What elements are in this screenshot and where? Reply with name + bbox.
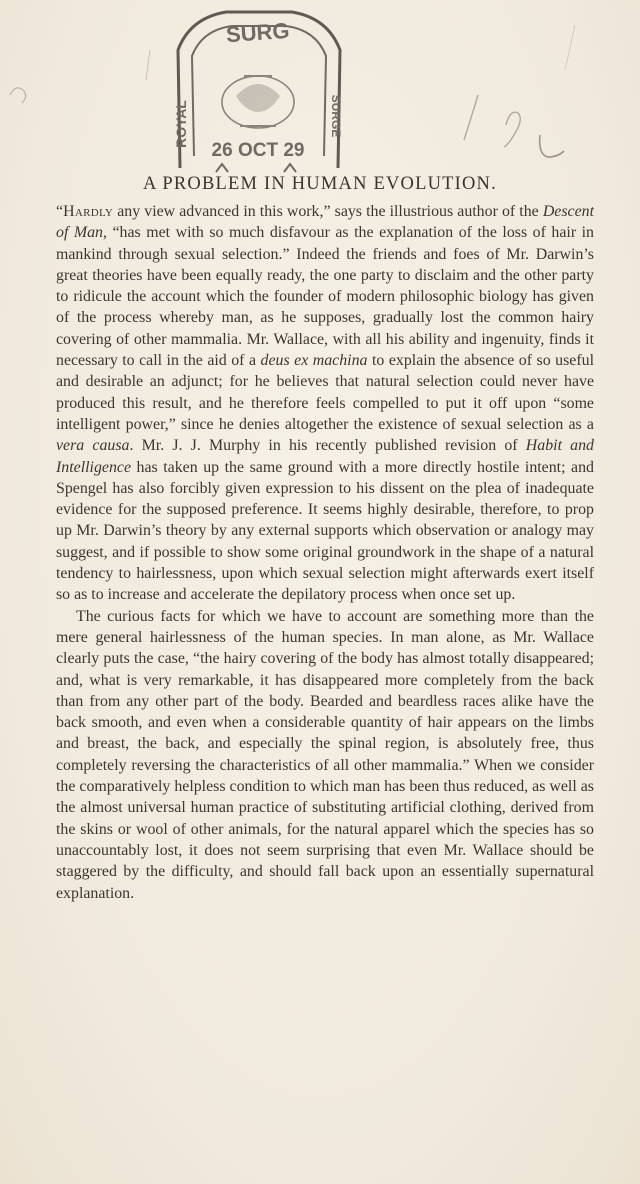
text-segment: . Mr. J. J. Murphy in his recently published revision of [129, 437, 526, 455]
paragraph-1 [56, 201, 594, 606]
text-segment: The curious facts for which we have to account are something more than the mere general hairlessness of the human species. In man alone, as Mr. Wallace clearly puts the case, “the hairy covering of the body has almost totally disappeared; and, what is very remarkable, it has disappeared more completely from the back than from any other part of the body. Bearded and beardless races alike have the back smooth, and even when a considerable quantity of hair appears on the limbs and breast, the back, and especially the spinal region, is absolutely free, thus completely reversing the characteristics of all other mammalia.” When we consider the comparatively helpless condition to which man has been thus reduced, as well as the almost universal human practice of substituting artificial clothing, derived from the skins or wool of other animals, for the natural apparel which the species has so unaccountably lost, it does not seem surprising that even Mr. Wallace should be staggered by the difficulty, and should fall back upon an essentially supernatural explanation. [56, 607, 594, 902]
book-title-descent-of-man: Descent of Man [56, 203, 594, 242]
latin-phrase-deus-ex-machina: deus ex machina [260, 352, 368, 370]
article-body [56, 201, 594, 904]
opening-word: Hardly [63, 203, 114, 220]
text-segment: has taken up the same ground with a more directly hostile intent; and Spengel has also forcibly given expression to his dissent on the plea of inadequate evidence for the supposed preference. It seems highly desirable, therefore, to prop up Mr. Darwin’s theory by any external supports which observation or analogy may suggest, and if possible to show some original groundwork in the shape of a natural tendency to hairlessness, upon which sexual selection might afterwards exert itself so as to increase and accelerate the depilatory process when once set up. [56, 458, 594, 604]
text-segment: any view advanced in this work,” says the illustrious author of the [113, 203, 543, 220]
stamp-date: 26 OCT 29 [211, 140, 305, 161]
stamp-seal [160, 6, 356, 176]
library-stamp [160, 6, 356, 176]
book-title-habit-and-intelligence: Habit and Intelligence [56, 437, 594, 476]
svg-text:SURGE: SURGE [329, 94, 343, 138]
paragraph-2 [56, 606, 594, 904]
article-title: A PROBLEM IN HUMAN EVOLUTION. [143, 174, 497, 194]
svg-text:SURG: SURG [225, 17, 291, 48]
text-segment: , “has met with so much disfavour as the explanation of the loss of hair in mankind through sexual selection.” Indeed the friends and foes of Mr. Darwin’s great theories have been equally ready, the one party to disclaim and the other party to ridicule the account which the founder of modern philosophic biology has given of the process whereby man, as he supposes, gradually lost the common hairy covering of other mammalia. Mr. Wallace, with all his ability and ingenuity, finds it necessary to call in the aid of a [56, 224, 594, 370]
latin-phrase-vera-causa: vera causa [56, 437, 130, 455]
text-segment: “ [56, 203, 64, 220]
text-segment: to explain the absence of so useful and desirable an adjunct; for he believes that natural selection could never have produced this result, and he therefore feels compelled to put it off upon “some intelligent power,” since he denies altogether the existence of sexual selection as a [56, 352, 594, 433]
svg-text:ROYAL: ROYAL [173, 100, 189, 148]
